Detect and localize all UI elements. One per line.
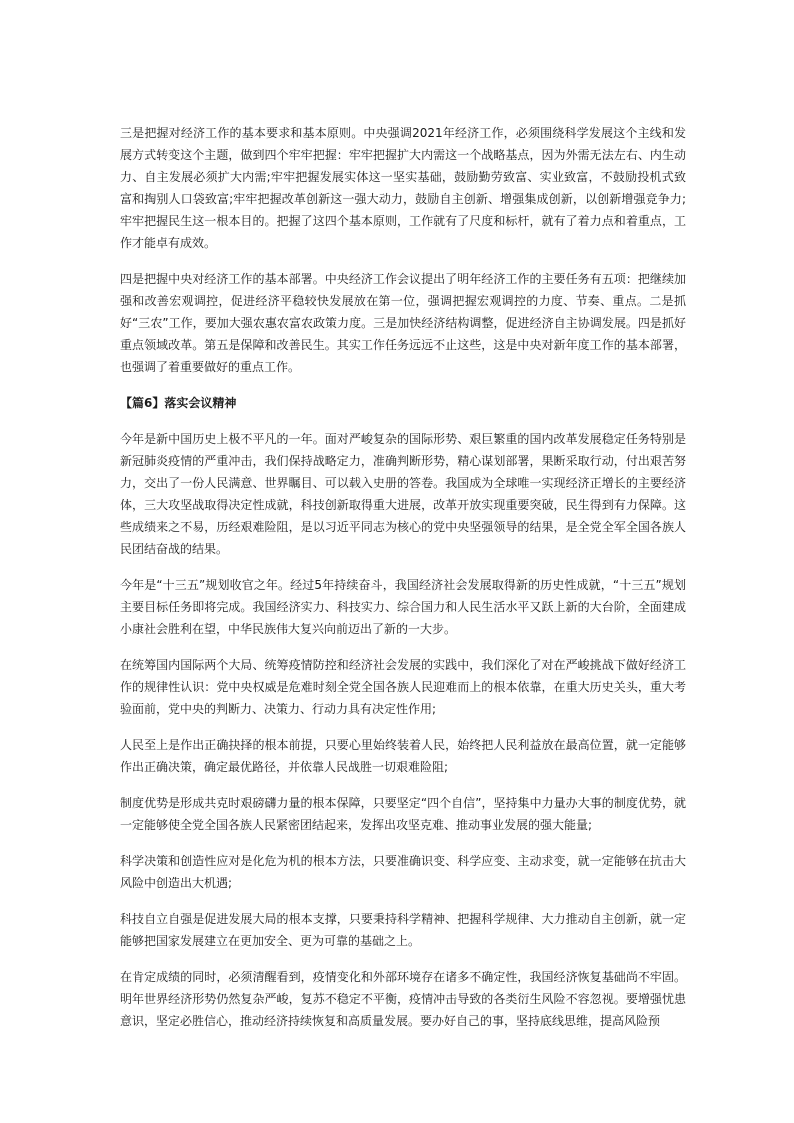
section-heading: 【篇6】落实会议精神 [120, 396, 237, 410]
paragraph-five-year-plan: 今年是“十三五”规划收官之年。经过5年持续奋斗，我国经济社会发展取得新的历史性成就，“十三五”规划主要目标任务即将完成。我国经济实力、科技实力、综合国力和人民生活水平又跃上新的大台阶，全面建成小康社会胜利在望，中华民族伟大复兴向前迈出了新的一大步。 [120, 578, 686, 636]
paragraph-party-authority: 在统筹国内国际两个大局、统筹疫情防控和经济社会发展的实践中，我们深化了对在严峻挑战下做好经济工作的规律性认识：党中央权威是危难时刻全党全国各族人民迎难而上的根本依靠，在重大历史关头，重大考验面前，党中央的判断力、决策力、行动力具有决定性作用; [120, 658, 686, 716]
paragraph-people-first: 人民至上是作出正确抉择的根本前提，只要心里始终装着人民，始终把人民利益放在最高位置，就一定能够作出正确决策，确定最优路径，并依靠人民战胜一切艰难险阻; [120, 738, 686, 774]
paragraph-scientific-decision: 科学决策和创造性应对是化危为机的根本方法，只要准确识变、科学应变、主动求变，就一定能够在抗击大风险中创造出大机遇; [120, 854, 686, 890]
paragraph-extraordinary-year: 今年是新中国历史上极不平凡的一年。面对严峻复杂的国际形势、艰巨繁重的国内改革发展稳定任务特别是新冠肺炎疫情的严重冲击，我们保持战略定力，准确判断形势，精心谋划部署，果断采取行动，付出艰苦努力，交出了一份人民满意、世界瞩目、可以载入史册的答卷。我国成为全球唯一实现经济正增长的主要经济体，三大攻坚战取得决定性成就，科技创新取得重大进展，改革开放实现重要突破，民生得到有力保障。这些成绩来之不易，历经艰难险阻，是以习近平同志为核心的党中央坚强领导的结果，是全党全军全国各族人民团结奋战的结果。 [120, 432, 686, 556]
paragraph-challenges: 在肯定成绩的同时，必须清醒看到，疫情变化和外部环境存在诸多不确定性，我国经济恢复基础尚不牢固。明年世界经济形势仍然复杂严峻，复苏不稳定不平衡，疫情冲击导致的各类衍生风险不容忽视。要增强忧患意识，坚定必胜信心，推动经济持续恢复和高质量发展。要办好自己的事，坚持底线思维，提高风险预 [120, 970, 686, 1028]
paragraph-institutional-advantage: 制度优势是形成共克时艰磅礴力量的根本保障，只要坚定“四个自信”，坚持集中力量办大事的制度优势，就一定能够使全党全国各族人民紧密团结起来，发挥出攻坚克难、推动事业发展的强大能量; [120, 796, 686, 832]
paragraph-principles: 三是把握对经济工作的基本要求和基本原则。中央强调2021年经济工作，必须围绕科学发展这个主线和发展方式转变这个主题，做到四个牢牢把握：牢牢把握扩大内需这一个战略基点，因为外需无法左右、内生动力、自主发展必须扩大内需;牢牢把握发展实体这一坚实基础，鼓励勤劳致富、实业致富，不鼓励投机式致富和掏别人口袋致富;牢牢把握改革创新这一强大动力，鼓励自主创新、增强集成创新，以创新增强竞争力;牢牢把握民生这一根本目的。把握了这四个基本原则，工作就有了尺度和标杆，就有了着力点和着重点，工作才能卓有成效。 [120, 126, 686, 250]
document-page [120, 122, 686, 1046]
paragraph-tech-self-reliance: 科技自立自强是促进发展大局的根本支撑，只要秉持科学精神、把握科学规律、大力推动自主创新，就一定能够把国家发展建立在更加安全、更为可靠的基础之上。 [120, 912, 686, 948]
paragraph-deployment: 四是把握中央对经济工作的基本部署。中央经济工作会议提出了明年经济工作的主要任务有五项：把继续加强和改善宏观调控，促进经济平稳较快发展放在第一位，强调把握宏观调控的力度、节奏、重点。二是抓好“三农”工作，要加大强农惠农富农政策力度。三是加快经济结构调整，促进经济自主协调发展。四是抓好重点领域改革。第五是保障和改善民生。其实工作任务远远不止这些，这是中央对新年度工作的基本部署，也强调了着重要做好的重点工作。 [120, 272, 686, 374]
